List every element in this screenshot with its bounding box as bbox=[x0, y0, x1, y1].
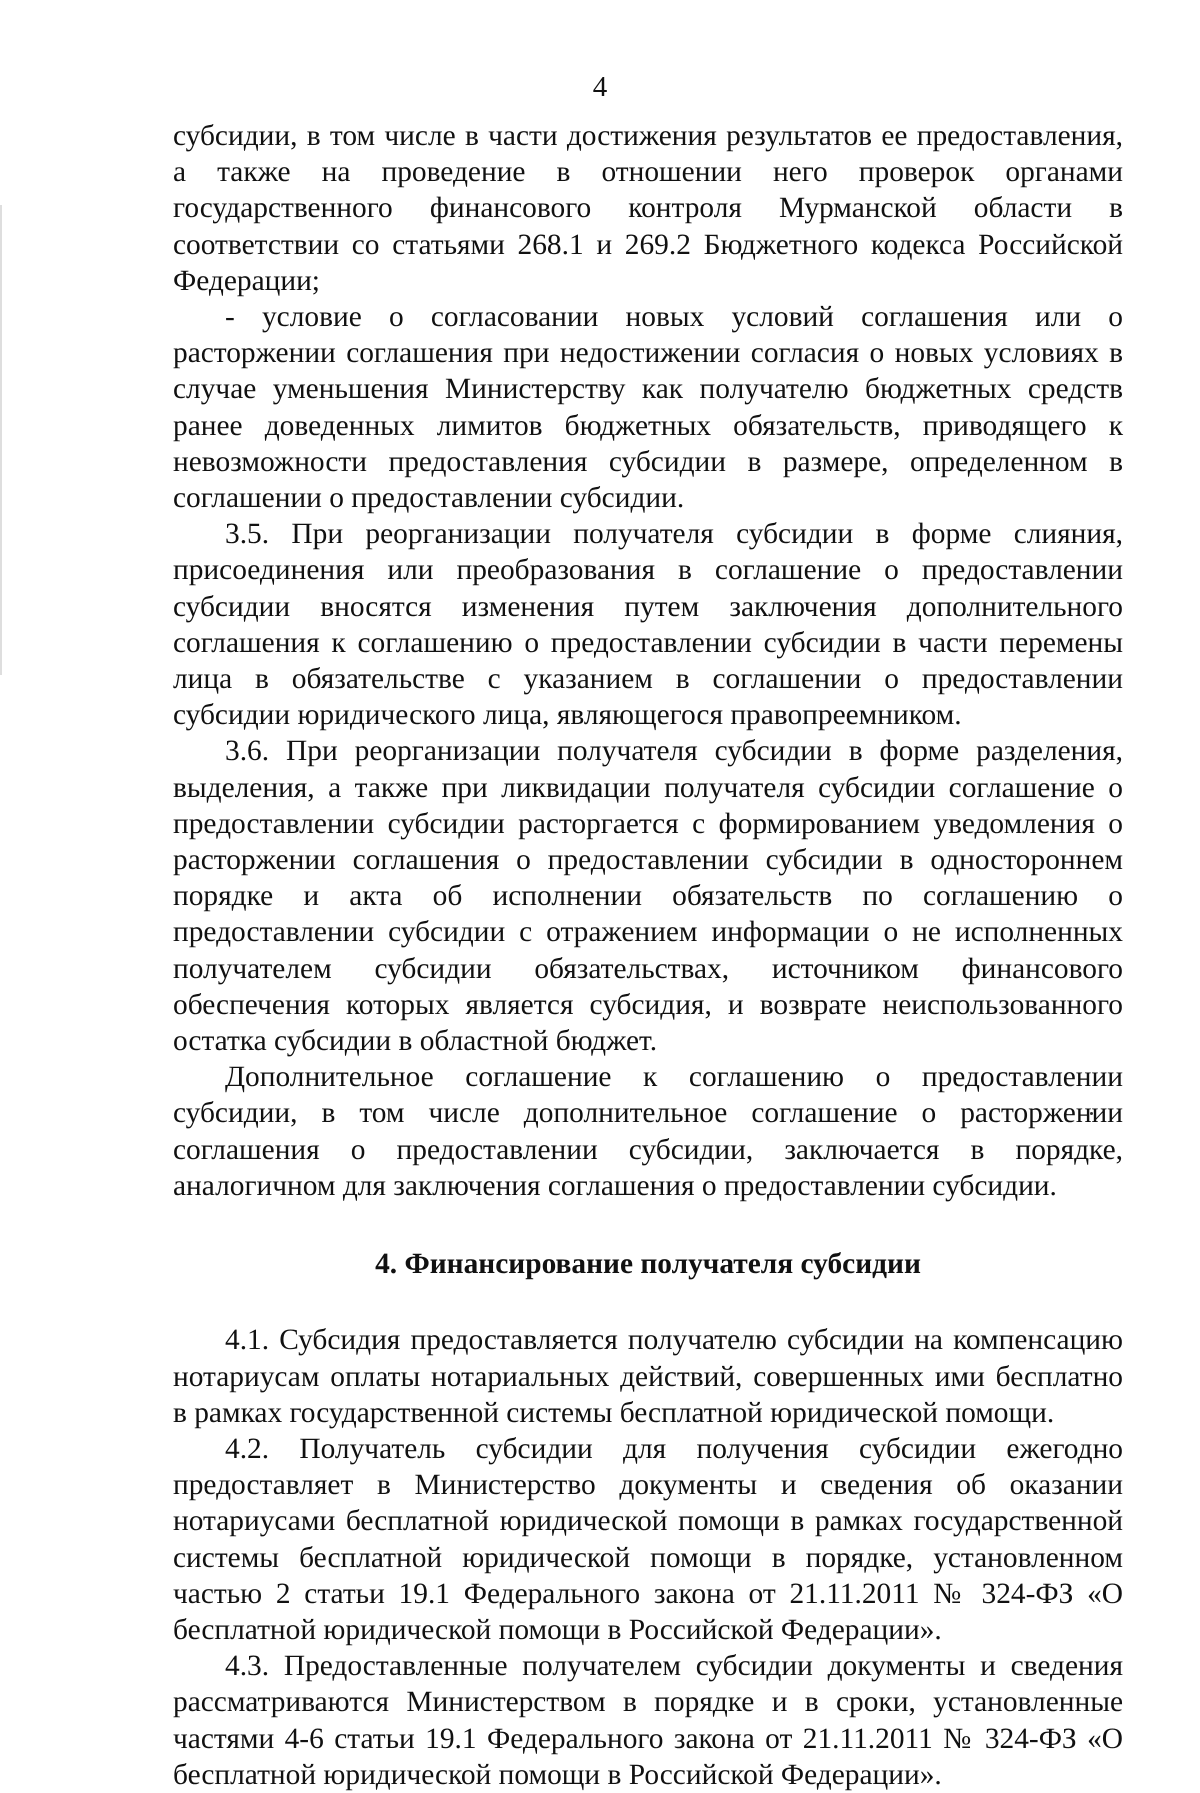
paragraph-3-5: 3.5. При реорганизации получателя субсидии в форме слияния, присоединения или преобразования в соглашение о предоставлении субсидии вносятся изменения путем заключения дополнительного соглашения к соглашению о предоставлении субсидии в части перемены лица в обязательстве с указанием в соглашении о предоставлении субсидии юридического лица, являющегося правопреемником. bbox=[173, 518, 1123, 732]
paragraph-condition: - условие о согласовании новых условий соглашения или о расторжении соглашения при недостижении согласия о новых условиях в случае уменьшения Министерству как получателю бюджетных средств ранее доведенных лимитов бюджетных обязательств, приводящего к невозможности предоставления субсидии в размере, определенном в соглашении о предоставлении субсидии. bbox=[173, 301, 1123, 515]
document-body bbox=[173, 118, 1123, 1793]
scan-edge-mark bbox=[0, 205, 2, 675]
paragraph-continuation: субсидии, в том числе в части достижения результатов ее предоставления, а также на проведение в отношении него проверок органами государственного финансового контроля Мурманской области в соответствии со статьями 268.1 и 269.2 Бюджетного кодекса Российской Федерации; bbox=[173, 120, 1123, 297]
paragraph-3-6: 3.6. При реорганизации получателя субсидии в форме разделения, выделения, а также при ликвидации получателя субсидии соглашение о предоставлении субсидии расторгается с формированием уведомления о расторжении соглашения о предоставлении субсидии в одностороннем порядке и акта об исполнении обязательств по соглашению о предоставлении субсидии с отражением информации о не исполненных получателем субсидии обязательствах, источником финансового обеспечения которых является субсидия, и возврате неиспользованного остатка субсидии в областной бюджет. bbox=[173, 735, 1123, 1058]
page-number: 4 bbox=[592, 71, 608, 103]
paragraph-additional-agreement: Дополнительное соглашение к соглашению о предоставлении субсидии, в том числе дополнительное соглашение о расторжении соглашения о предоставлении субсидии, заключается в порядке, аналогичном для заключения соглашения о предоставлении субсидии. bbox=[173, 1061, 1123, 1202]
paragraph-4-3: 4.3. Предоставленные получателем субсидии документы и сведения рассматриваются Министерством в порядке и в сроки, установленные частями 4-6 статьи 19.1 Федерального закона от 21.11.2011 № 324-ФЗ «О бесплатной юридической помощи в Российской Федерации». bbox=[173, 1650, 1123, 1791]
paragraph-4-1: 4.1. Субсидия предоставляется получателю субсидии на компенсацию нотариусам оплаты нотариальных действий, совершенных ими бесплатно в рамках государственной системы бесплатной юридической помощи. bbox=[173, 1324, 1123, 1429]
paragraph-4-2: 4.2. Получатель субсидии для получения субсидии ежегодно предоставляет в Министерство документы и сведения об оказании нотариусами бесплатной юридической помощи в рамках государственной системы бесплатной юридической помощи в порядке, установленном частью 2 статьи 19.1 Федерального закона от 21.11.2011 № 324-ФЗ «О бесплатной юридической помощи в Российской Федерации». bbox=[173, 1432, 1123, 1646]
section-title: 4. Финансирование получателя субсидии bbox=[375, 1248, 921, 1281]
